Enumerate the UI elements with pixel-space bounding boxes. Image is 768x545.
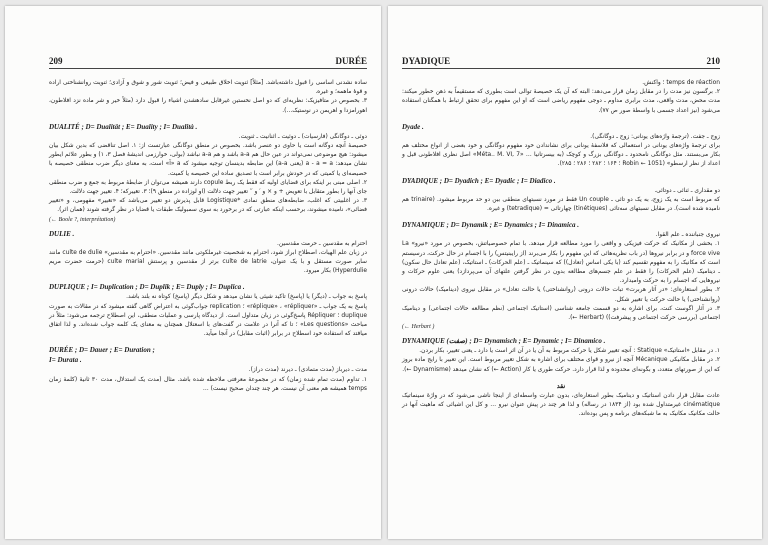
paragraph: نیروی جنباننده ـ علم القوا. [655, 232, 720, 239]
entry-dulie [49, 230, 367, 277]
paragraph: دوئی ـ دوگانگی (فارسیات) ـ دوئیت ـ اثنانیت ـ ثنویت. [238, 133, 367, 140]
entry-dynamique-adj [402, 337, 720, 375]
paragraph: برای ترجمهٔ واژه‌های یونانی در استعمالی که فلاسفهٔ یونانی برای نشاندادن خود مفهوم دوگانگی و خود بعضی از انواع مختلف هم بکار می‌بستند. مثل دوگانگی نامحدود ـ دوگانگی بزرگ و کوچک (به بیسرتانیا … «Méta.. M. VI, 7» اصل نظری افلاطونی قبل و اعداد از نظر ارسطو» (1051 ← Robin ؛ ۱۶۴ ؛ ۲۸۲ ؛ ۲۸۶ ؛ ۲۸۵). [402, 143, 720, 168]
paragraph: ۲. اصلی مبنی بر اینکه برای قضایای اولیه که فقط یک ربط copule دارند همیشه می‌توان از ضابطهٔ مربوط به جمع و ضرب منطقی جای آنها را بطور متقابل با تعویض + و × و ′ و ′′ تغییر جهت دلالت (او لوزاده در منطق ۹)؛ ۳. تغییرکه‌؛ ۴. تغییر جهت دلالت. [49, 179, 367, 196]
paragraph: ساده نشدنی اساسی را قبول داشته‌باشد. [مثلاً] ثنویت اخلاق طبیعی و فیض؛ ثنویت شور و شوق و آزادی؛ ثنویت روانشناختی اراده و قوهٔ ماهمه‌؛ و غیره. [49, 80, 367, 96]
entry-dyade [402, 123, 720, 170]
entry-dyadique [402, 177, 720, 215]
running-head: DURÉE [335, 56, 367, 66]
intro-block [49, 79, 367, 116]
entry-duplique [49, 283, 367, 339]
entry-dualite [49, 123, 367, 223]
running-head: DYADIQUE [402, 56, 451, 66]
critique-block [402, 382, 720, 420]
entry-head: DYNAMIQUE (صفت) ; D= Dynamisch ; E= Dynamic ; I= Dinamico . [402, 337, 606, 346]
page-number: 209 [49, 56, 63, 66]
entry-head: DURÉE ; D= Dauer ; E= Duration ; [49, 346, 155, 355]
left-page [5, 6, 381, 539]
critique-title: نقد [556, 381, 566, 390]
paragraph: پاسخ به جواب ـ (دیگر) یا (پاسخ) تاکید شیئی یا نشان میدهد و شکل دیگر (پاسخ) کوتاه نه بلند باشد. [126, 294, 367, 301]
paragraph: عادت مقابل قرار دادن استاتیک و دینامیک بطور استعاره‌ای، بدون عبارت واسطه‌ای از اینجا ناشی می‌شود که در واژهٔ سینماتیک cinématique غیرمتداول شده بود (از ۱۸۳۴ در رساله) و لذا هر چند در پیش عنوان نیرو … و کل این اشیائی که ماهیت آنها در حالت مکانیک مکانیک به ما شبکه‌های برنامه و پس بوده‌اند. [402, 392, 720, 418]
paragraph: ۱. بخشی از مکانیک که حرکت فیزیکی و واقعی را مورد مطالعه قرار میدهد. با تمام حصوصیاتش، بخصوص در مورد «نیرو» La force vive و در برابر نیروها (در باب نظریه‌هائی که این مفهوم را بکار می‌برند (از رایبنیتس) را با اجسام در حال حرکت، درسیستم است که مکانیک را به مفهوم تقسیم کند (با یکی اساس (تعادل)) که سینماتیک ـ (علم الحرکات) ـ استاتیک، (علم تعادل حال سکون) ـ دینامیک (علم الحرکات) را فقط در علم جسم‌های مطالعه بدون در نظر گرفتن علتهای آن می‌پردازد) یعنی علوم حرکات و نیروهایی که اجسام را به حرکت وامیدارد. [402, 241, 720, 285]
entry-head: DYADIQUE ; D= Dyadich ; E= Dyadic ; I= Diadico . [402, 176, 556, 185]
entry-head-sub: I= Durata . [49, 356, 82, 365]
entry-dynamique-noun [402, 221, 720, 330]
page-number: 210 [706, 56, 720, 66]
cross-reference: (← Herbart ) [402, 324, 435, 331]
entry-head: DULIE . [49, 229, 75, 238]
entry-head: DUALITÉ ; D= Dualität ; E= Duality ; I= Dualità . [49, 122, 198, 131]
entry-duree [49, 346, 367, 394]
paragraph: ۳. بخصوص در متافیزیک: نظریه‌ای که دو اصل نخستین غیرقابل سادهشدن اشیاء را قبول دارد (مثلاً خیر و شر ماده نزد افلاطون، اهورامزدا و اهریمن در نوستیک…). [49, 98, 367, 114]
right-page [388, 6, 762, 539]
paragraph: ۱. در مقابل «استاتیک» Statique : آنچه تغییر شکل یا حرکت مربوط به آن یا در آن اثر است یا دارد ـ یعنی تغییر، بکار بردن. [419, 348, 720, 355]
page-header [402, 56, 720, 69]
paragraph: ۳. در اغلبیتی که اغلب، ضابطه‌های منطق نمادی *Logistique قابل پذیرش دو تغییر می‌باشد که «تغییر» مفهومی، و «تغییر فضائی»، نامیده میشوند، برحسب اینکه عبارتی که در برخورد به سوی سمبولیک طبقات یا قضایا در نظر گرفته شوند (همان اثر). [49, 198, 367, 214]
paragraph: زوج ـ جفت. (ترجمهٔ واژه‌های یونانی: زوج ـ دوگانگی). [590, 133, 720, 140]
paragraph: که مربوط است به یک زوج، به یک دو تائی ـ Un couple فقط در مورد نسبتهای منطقی بین دو حد مربوط میشود. (trinaire هم نامیده شده است). در مقابل نسبتهای سه‌تائی (tinétiques) چهارتائی = (tetradique) و غیره. [402, 196, 720, 213]
paragraph: ۲. بطور استعاره‌ای: «در آثار هربرت» تبات حالات درونی (روانشناختی) یا حالت تعادل» در مقابل نیروی (دینامیک) حالات درونی (روانشناختی) یا حالت حرکت یا تغییر شکل. [402, 287, 720, 303]
paragraph: پاسخ به یک جواب ـ «réplique» ، «répliquer» ؛ replication جواب‌گوئی به اعتراض گاهی گفته میشود که در مقالات به صورت duplique ؛ Répliquer پاسخ‌گوئی در زبان متداول است. از دیدگاه پارسی و عملیات منطقی، این اصطلاح ترجمه می‌شود: مثلاً در مباحث «Les questions» ؛ تا که آنرا در علامت در گفت‌های با اسعتلال همچنان به معنای یک کلمه جواب شده‌اند. و لذا اتفاق میافتد که استفاده خود اسطلاح در برابر (اثبات مقابل) در آنجا میآید. [49, 303, 368, 338]
paragraph: احترام به مقدسین ـ حرمت مقدسین. [276, 240, 367, 247]
intro-block [402, 79, 720, 116]
paragraph: مدت ـ دیرباز (مدت متمادی) ـ دیرند (مدت دراز). [248, 367, 367, 374]
paragraph: خصیصهٔ آنچه دوگانه است یا حاوی دو عنصر باشد. بخصوص در منطق دوگانگی عبارتست از: ۱. اصل تناقضی که بدین شکل بیان میشود: هیچ موضوعی نمی‌تواند در عین حال هم a-a باشد و هم a-a نباشد (بولی، خوارزمی اندیشهٔ فصل ۳، ۱) و بطور علائم ایطور نشان میدهد: a - a = a (یعنی a-a) این ضابطه بدینسان توجیه میشود که a «آ» است، به معنای دیگر ضرب منطقی خصیصه با خصیصه‌ای یا کمیتی که در خودش برابر است با تصدیق ساده این خصیصه یا کمیت. [49, 143, 367, 177]
entry-head: DUPLIQUE ; I= Duplication ; D= Duplik ; E= Duply ; I= Duplica . [49, 283, 245, 292]
entry-head: DYNAMIQUE ; D= Dynamik ; E= Dynamics ; I= Dinamica . [402, 221, 580, 230]
page-header [49, 56, 367, 69]
entry-head: Dyade . [402, 122, 424, 131]
paragraph: ۲. برگسون نیز مدت را در مقابل زمان قرار می‌دهد: البته که آن یک خصیصهٔ توالی است بطوری که مستقیماً به ذهن خطور میکند: مدت محض، مدت واقعی، مدت برابری مداوم ـ دوجی مفهوم ریاضی است که او این مفهوم برای تحقق ارتباط با همگنان استفاده می‌شود (نیز اعداد جسمی با واسطهٔ صور ص ۷۷). [402, 89, 720, 114]
paragraph: ۲. در مقابل مکانیکی Mécanique آنچه از نیرو و قوای مختلف برای اشاره به شکل تغییر مربوط است. این تعبیر با رایج ماده بروز که این از صورتهای متعدد، و بگونه‌ای محدوده و لذا قرار دارد. حرکت طوری یا کار (Action ←) که نشان میدهد (Dynamisme ←). [402, 357, 720, 373]
paragraph: در زبان علم الهیات، اصطلاح ابراز شود، احترام به شخصیت غیرملکوتی مانند مقدسین. «احترام به مقدسین» culte de dulie مانند سایر صورت مستقل و با یک عنوان، culte de latrie برتر از مقدسین و پرستش culte marial (حرمت حضرت مریم Hyperdulie) بکار میرود. [49, 249, 367, 275]
paragraph: temps de réaction ؛ واکنش. [642, 80, 720, 86]
paragraph: ۳. در آثار اگوست کنت، برای اشاره به دو قسمت جامعه شناسی (استاتیک اجتماعی (نظم مطالعه حالات اجتماعی) و دینامیک اجتماعی (بررسی حرکت اجتماعی و پیشرفت)) (Herbart ←). [402, 305, 720, 322]
paragraph: ۱. تداوم (مدت تمام شده زمان) که در مجموعهٔ معرفتی ملاحظه شده باشد. مثال (مدت یک استدلال، مدت ۳۰ ثانیهٔ (کلمهٔ زمان temps همیشه هم معنی آن نیست. هر چند چندان صحیح نیست) … [49, 376, 367, 392]
cross-reference: (← Boole ?, interprétation) [49, 216, 116, 223]
paragraph: دو مقداری ـ ثنائی ـ دوتائی. [654, 187, 720, 194]
